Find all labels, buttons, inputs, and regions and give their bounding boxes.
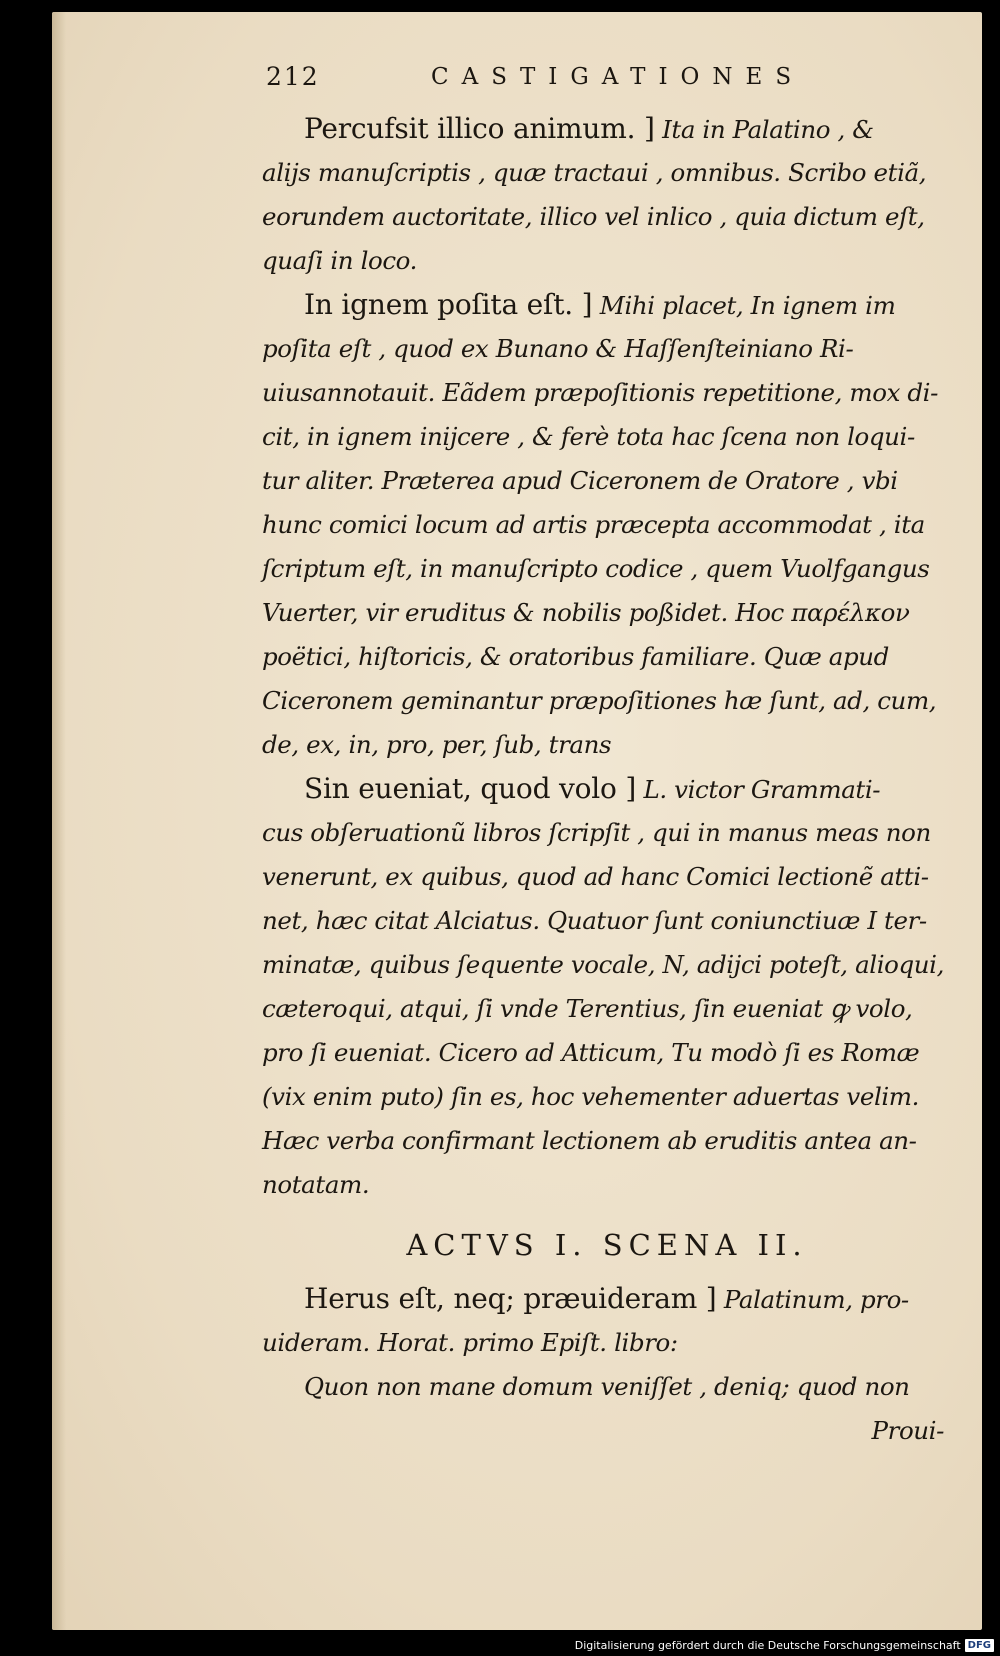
page-gutter-shadow xyxy=(52,12,66,1630)
line-text: poëtici, hiſtoricis, & oratoribus familiare. Quæ apud xyxy=(262,642,889,671)
line-text: notatam. xyxy=(262,1170,370,1199)
page-number: 212 xyxy=(266,62,320,91)
digitization-credit xyxy=(575,1639,994,1652)
text-line xyxy=(262,943,952,987)
text-line xyxy=(262,151,952,195)
text-line xyxy=(262,679,952,723)
line-text: eorundem auctoritate, illico vel inlico , quia dictum eſt, xyxy=(262,202,925,231)
text-line xyxy=(262,107,952,151)
line-text: Ita in Palatino , & xyxy=(654,115,874,144)
lemma: In ignem poſita eſt. ] xyxy=(304,288,593,321)
text-line xyxy=(262,1031,952,1075)
text-line xyxy=(262,899,952,943)
lemma: Herus eſt, neq; præuideram ] xyxy=(304,1282,717,1315)
text-line xyxy=(262,591,952,635)
text-line xyxy=(262,239,952,283)
running-title: CASTIGATIONES xyxy=(431,64,805,90)
line-text: quaſi in loco. xyxy=(262,246,417,275)
lemma: Sin eueniat, quod volo ] xyxy=(304,772,637,805)
text-line xyxy=(262,415,952,459)
line-text: Ciceronem geminantur præpoſitiones hæ ſunt, ad, cum, xyxy=(262,686,937,715)
line-text: alijs manuſcriptis , quæ tractaui , omnibus. Scribo etiã, xyxy=(262,158,927,187)
scene-commentary-lines xyxy=(262,1277,952,1365)
quoted-verse-line: Quon non mane domum veniſſet , deniq; quod non xyxy=(304,1372,910,1401)
text-line xyxy=(262,1119,952,1163)
text-line xyxy=(262,459,952,503)
line-text: net, hæc citat Alciatus. Quatuor ſunt coniunctiuæ I ter- xyxy=(262,906,927,935)
text-line xyxy=(262,1321,952,1365)
line-text: Palatinum, pro- xyxy=(716,1285,909,1314)
line-text: (vix enim puto) ſin es, hoc vehementer aduertas velim. xyxy=(262,1082,920,1111)
line-text: tur aliter. Præterea apud Ciceronem de Oratore , vbi xyxy=(262,466,898,495)
commentary-lines xyxy=(262,107,952,1207)
text-line xyxy=(262,1075,952,1119)
line-text: uideram. Horat. primo Epiſt. libro: xyxy=(262,1328,678,1357)
commentary-text xyxy=(262,107,952,1453)
line-text: L. victor Grammati- xyxy=(636,775,881,804)
running-head xyxy=(266,62,942,102)
text-line xyxy=(262,327,952,371)
line-text: pro ſi eueniat. Cicero ad Atticum, Tu modò ſi es Romæ xyxy=(262,1038,920,1067)
text-line xyxy=(262,283,952,327)
lemma: Percufsit illico animum. ] xyxy=(304,112,655,145)
line-text: Mihi placet, In ignem im xyxy=(592,291,896,320)
text-line xyxy=(262,767,952,811)
dfg-logo: DFG xyxy=(965,1639,994,1652)
line-text: cus obſeruationũ libros ſcripſit , qui in manus meas non xyxy=(262,818,931,847)
line-text: poſita eſt , quod ex Bunano & Haſſenſteiniano Ri- xyxy=(262,334,854,363)
catchword: Proui- xyxy=(871,1416,944,1445)
text-line xyxy=(262,1163,952,1207)
text-line xyxy=(262,371,952,415)
text-line xyxy=(262,1277,952,1321)
line-text: de, ex, in, pro, per, ſub, trans xyxy=(262,730,612,759)
line-text: hunc comici locum ad artis præcepta accommodat , ita xyxy=(262,510,925,539)
text-line xyxy=(262,635,952,679)
credit-text: Digitalisierung gefördert durch die Deutsche Forschungsgemeinschaft xyxy=(574,1639,961,1652)
line-text: ſcriptum eſt, in manuſcripto codice , quem Vuolfgangus xyxy=(262,554,930,583)
line-text: uiusannotauit. Eãdem præpoſitionis repetitione, mox di- xyxy=(262,378,938,407)
book-page xyxy=(52,12,982,1630)
line-text: venerunt, ex quibus, quod ad hanc Comici lectionẽ atti- xyxy=(262,862,929,891)
line-text: minatæ, quibus ſequente vocale, N, adijci poteſt, alioqui, xyxy=(262,950,944,979)
text-line xyxy=(262,811,952,855)
text-line xyxy=(262,855,952,899)
text-line xyxy=(262,723,952,767)
text-line xyxy=(262,987,952,1031)
text-line xyxy=(262,547,952,591)
line-text: cit, in ignem inijcere , & ferè tota hac ſcena non loqui- xyxy=(262,422,915,451)
line-text: cæteroqui, atqui, ſi vnde Terentius, ſin eueniat ꝙ volo, xyxy=(262,994,913,1023)
text-line xyxy=(262,503,952,547)
line-text: Vuerter, vir eruditus & nobilis poßidet. Hoc παρέλκον xyxy=(262,598,910,627)
line-text: Hæc verba confirmant lectionem ab eruditis antea an- xyxy=(262,1126,917,1155)
act-heading: ACTVS I. SCENA II. xyxy=(406,1228,808,1262)
text-line xyxy=(262,195,952,239)
